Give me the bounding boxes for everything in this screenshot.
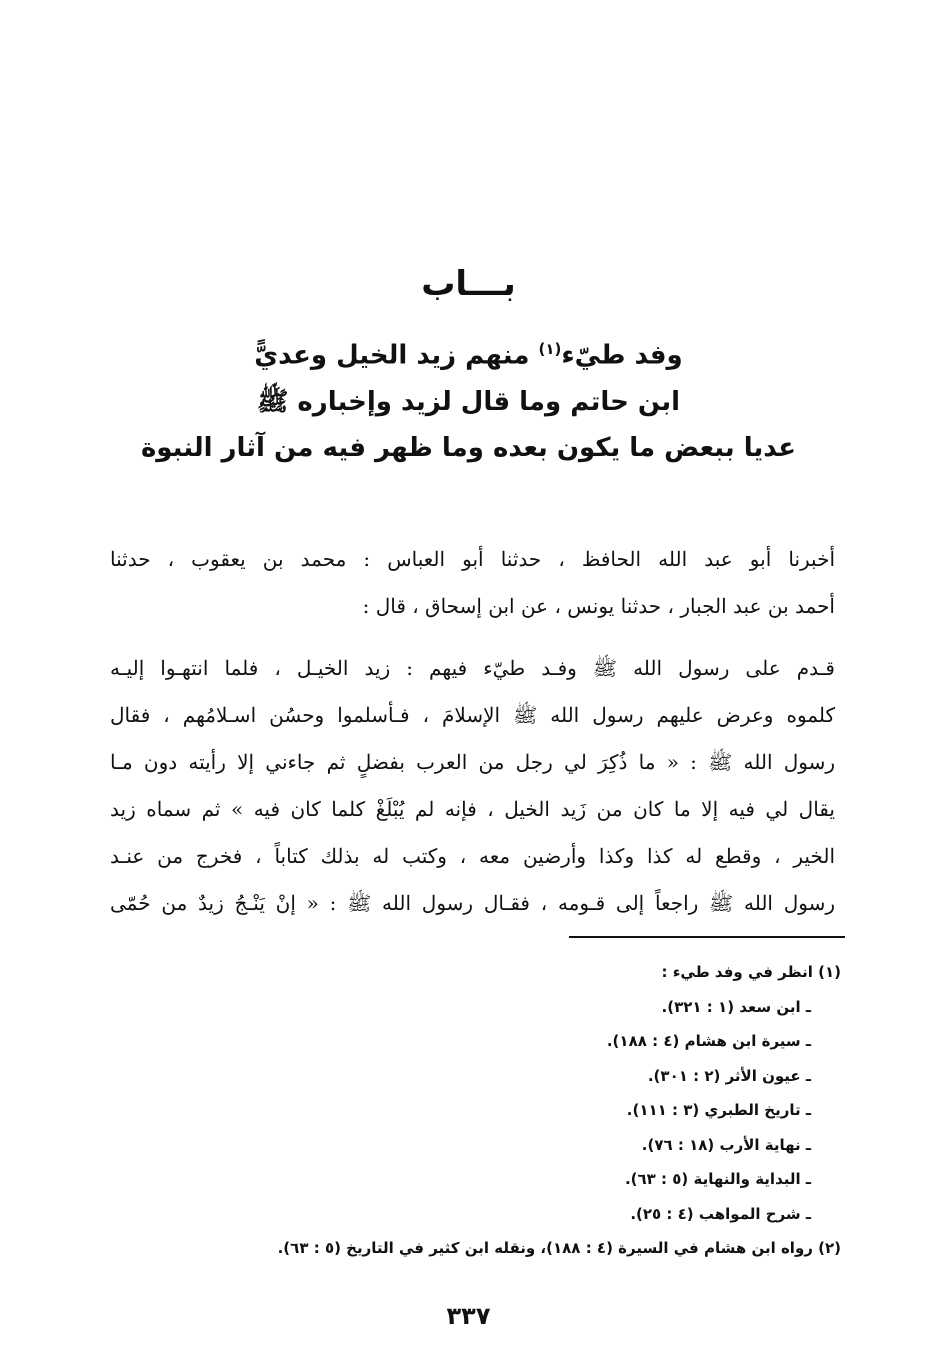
footnote-1-item: ـ عيون الأثر (٢ : ٣٠١). bbox=[647, 1066, 811, 1085]
paragraph-2-line: يقال لي فيه إلا ما كان من زَيد الخيل ، فإنه لم يُبْلَغْ كلما كان فيه » ثم سماه زيد bbox=[110, 797, 835, 821]
chapter-title-line-1 bbox=[120, 326, 817, 379]
paragraph-1-line: أحمد بن عبد الجبار ، حدثنا يونس ، عن ابن إسحاق ، قال : bbox=[362, 594, 835, 618]
footnote-1-item: ـ نهاية الأرب (١٨ : ٧٦). bbox=[641, 1135, 811, 1154]
chapter-title-line-1-end: منهم زيد الخيل وعديًّ bbox=[254, 340, 539, 371]
chapter-title bbox=[120, 326, 817, 471]
chapter-title-line-3: عديا ببعض ما يكون بعده وما ظهر فيه من آثار النبوة bbox=[140, 432, 797, 463]
footnote-2: (٢) رواه ابن هشام في السيرة (٤ : ١٨٨)، ونقله ابن كثير في التاريخ (٥ : ٦٣). bbox=[277, 1239, 841, 1257]
footnote-1-item: ـ ابن سعد (١ : ٣٢١). bbox=[661, 997, 811, 1016]
footnotes bbox=[81, 955, 841, 1266]
chapter-title-line-2: ابن حاتم وما قال لزيد وإخباره ﷺ bbox=[256, 386, 681, 417]
paragraph-2-line: رسول الله ﷺ : « ما ذُكِرَ لي رجل من العرب بفضلٍ ثم جاءني إلا رأيته دون مـا bbox=[110, 750, 835, 774]
footnote-1-intro: (١) انظر في وفد طيء : bbox=[661, 963, 841, 981]
paragraph-2-line: كلموه وعرض عليهم رسول الله ﷺ الإسلامَ ، فـأسلموا وحسُن اسـلامُهم ، فقال bbox=[110, 703, 835, 727]
paragraph-1-line: أخبرنا أبو عبد الله الحافظ ، حدثنا أبو العباس : محمد بن يعقوب ، حدثنا bbox=[110, 547, 835, 571]
footnote-1-item: ـ شرح المواهب (٤ : ٢٥). bbox=[630, 1204, 811, 1223]
paragraph-2-line: الخير ، وقطع له كذا وكذا وأرضين معه ، وكتب له بذلك كتاباً ، فخرج من عنـد bbox=[110, 844, 835, 868]
chapter-title-line-1-start: وفد طيّء bbox=[561, 340, 683, 371]
footnote-1-item: ـ سيرة ابن هشام (٤ : ١٨٨). bbox=[606, 1032, 811, 1050]
paragraph-2-line: قـدم على رسول الله ﷺ وفـد طيّء فيهم : زيد الخيـل ، فلما انتهـوا إليـه bbox=[110, 656, 835, 680]
paragraph-2 bbox=[110, 645, 835, 927]
footnote-divider bbox=[569, 936, 845, 938]
footnote-ref-1: (١) bbox=[538, 340, 562, 358]
page-number: ٣٣٧ bbox=[446, 1302, 491, 1330]
paragraph-2-line: رسول الله ﷺ راجعاً إلى قـومه ، فقـال رسول الله ﷺ : « إنْ يَنْـجُ زيدٌ من حُمّى bbox=[110, 891, 835, 915]
footnote-1-item: ـ تاريخ الطبري (٣ : ١١١). bbox=[626, 1101, 811, 1119]
paragraph-1 bbox=[110, 536, 835, 630]
footnote-1-item: ـ البداية والنهاية (٥ : ٦٣). bbox=[624, 1170, 811, 1188]
chapter-label: بـــاب bbox=[421, 264, 516, 304]
